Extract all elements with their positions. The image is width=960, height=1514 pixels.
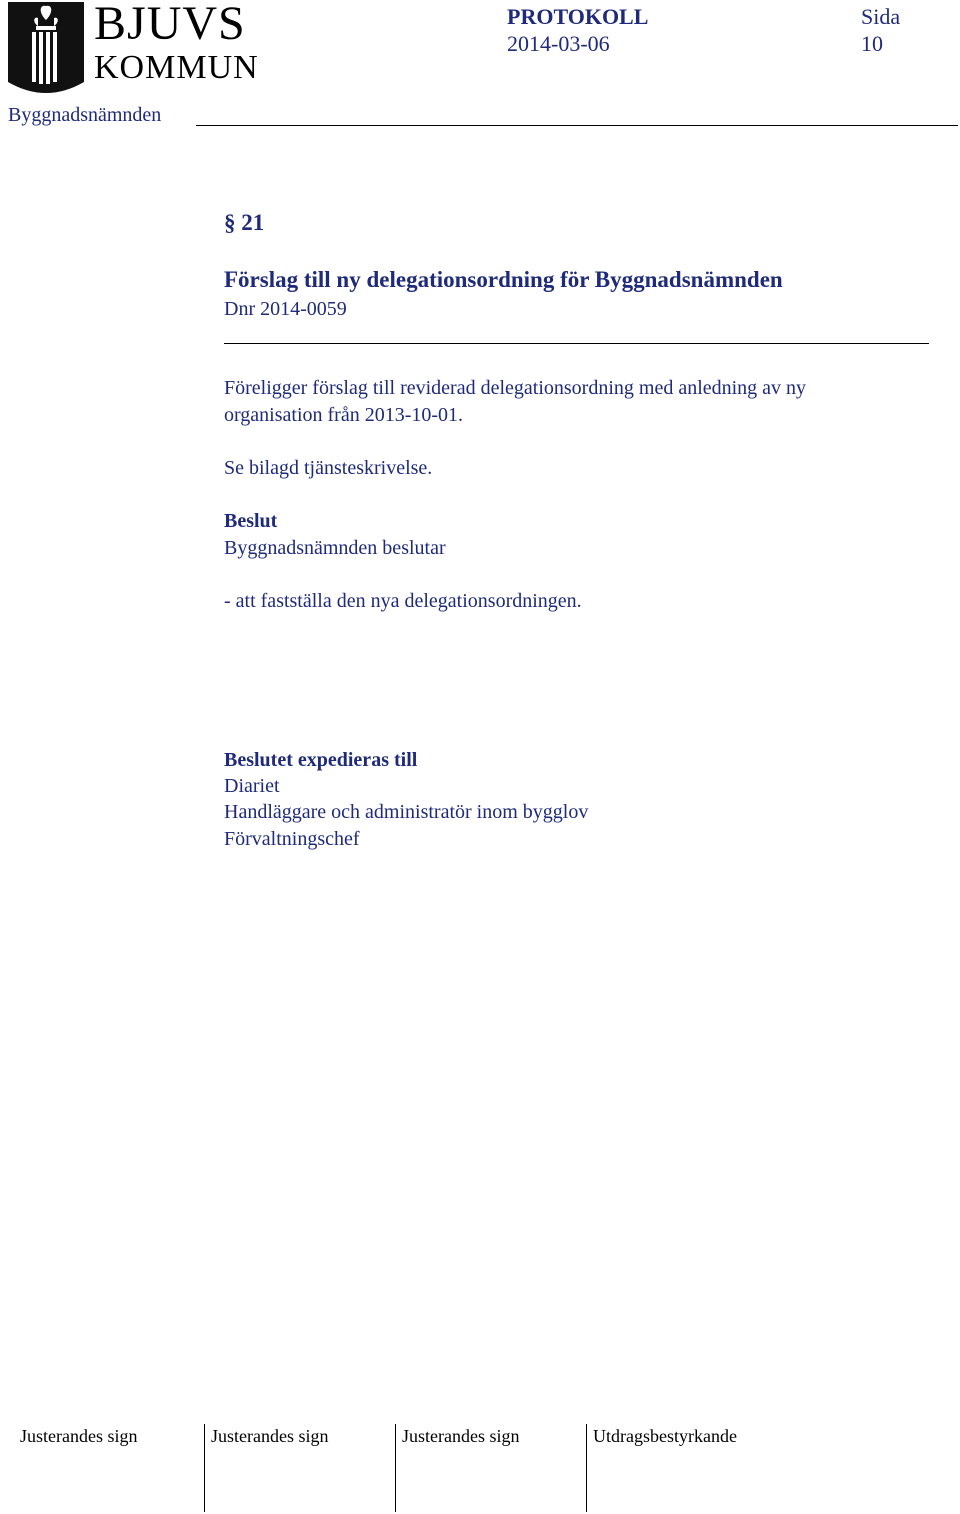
paragraph-line: Se bilagd tjänsteskrivelse. [224, 457, 433, 479]
decision-item: - att fastställa den nya delegationsordningen. [224, 590, 582, 612]
bjuv-logo-emblem [8, 2, 84, 98]
page-label: Sida [861, 4, 901, 29]
footer-divider [395, 1424, 396, 1512]
section-divider [224, 343, 929, 344]
section-number: § 21 [224, 210, 265, 235]
logo-text-line2: KOMMUN [94, 49, 259, 86]
paragraph-line: Föreligger förslag till reviderad delegationsordning med anledning av ny [224, 377, 807, 399]
dispatch-recipient: Handläggare och administratör inom bygglov [224, 801, 589, 823]
section-title: Förslag till ny delegationsordning för Byggnadsnämnden [224, 267, 783, 292]
logo-text-line1: BJUVS [94, 0, 246, 50]
committee-name: Byggnadsnämnden [8, 104, 162, 126]
footer-divider [586, 1424, 587, 1512]
dispatch-heading: Beslutet expedieras till [224, 749, 418, 771]
diary-number: Dnr 2014-0059 [224, 298, 347, 320]
decision-heading: Beslut [224, 510, 278, 532]
document-date: 2014-03-06 [507, 31, 610, 56]
paragraph-line: organisation från 2013-10-01. [224, 404, 464, 426]
footer-signature-cell: Justerandes sign [20, 1426, 138, 1446]
page-number: 10 [861, 31, 883, 56]
decision-text: Byggnadsnämnden beslutar [224, 537, 446, 559]
dispatch-recipient: Förvaltningschef [224, 828, 360, 850]
footer-signature-cell: Justerandes sign [402, 1426, 520, 1446]
torch-emblem-icon [8, 2, 84, 98]
dispatch-recipient: Diariet [224, 775, 280, 797]
document-type: PROTOKOLL [507, 4, 649, 29]
footer-divider [204, 1424, 205, 1512]
footer-certification-cell: Utdragsbestyrkande [593, 1426, 737, 1446]
footer-signature-cell: Justerandes sign [211, 1426, 329, 1446]
header-divider [196, 125, 958, 126]
